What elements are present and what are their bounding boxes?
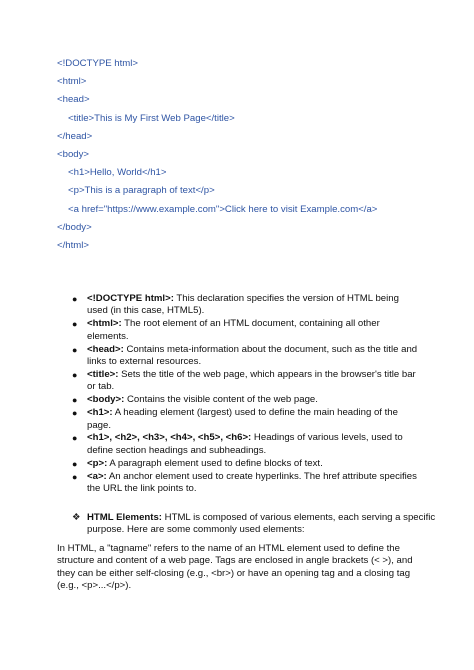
tagname-paragraph: In HTML, a "tagname" refers to the name of an HTML element used to define the structure and content of a web page. Tags are enclosed in angle brackets (< >), and they can be either self-closing (e.g., <br>) or have an opening tag and a closing tag (e.g., <p>...</p>). [57, 543, 413, 592]
list-item-term: <p>: [87, 457, 108, 469]
list-item [72, 318, 422, 343]
code-line-anchor: <a href="https://www.example.com">Click here to visit Example.com</a> [68, 203, 378, 215]
list-item [72, 394, 422, 406]
list-item-desc: Contains meta-information about the document, such as the title and links to external resources. [87, 343, 418, 368]
bullet-icon: ● [72, 471, 78, 482]
html-code-example [57, 55, 457, 255]
bullet-icon: ● [72, 433, 78, 444]
list-item-desc: Sets the title of the web page, which appears in the browser's title bar or tab. [87, 368, 416, 393]
list-item-desc: An anchor element used to create hyperlinks. The href attribute specifies the URL the link points to. [87, 470, 417, 495]
section-desc: HTML is composed of various elements, each serving a specific purpose. Here are some commonly used elements: [87, 512, 436, 536]
code-line-body-open: <body> [57, 149, 90, 161]
code-line-html-open: <html> [57, 76, 87, 88]
code-line-body-close: </body> [57, 221, 92, 233]
list-item-term: <head>: [87, 343, 124, 355]
code-line-head-open: <head> [57, 94, 90, 106]
list-item-desc: A paragraph element used to define blocks of text. [107, 457, 323, 469]
list-item-desc: A heading element (largest) used to define the main heading of the page. [87, 407, 398, 431]
list-item-term: <!DOCTYPE html>: [87, 293, 174, 304]
list-item-term: <body>: [87, 394, 125, 406]
code-line-head-close: </head> [57, 130, 93, 142]
list-item-desc: Headings of various levels, used to define section headings and subheadings. [87, 432, 403, 456]
list-item [72, 407, 422, 432]
list-item-term: <a>: [87, 470, 107, 482]
list-item [72, 458, 422, 470]
element-explanation-list [72, 293, 422, 496]
bullet-icon: ● [72, 369, 78, 380]
code-line-h1: <h1>Hello, World</h1> [68, 167, 167, 179]
bullet-icon: ● [72, 344, 78, 355]
list-item [72, 369, 422, 394]
diamond-bullet-icon: ❖ [72, 512, 81, 523]
html-elements-section [72, 512, 437, 537]
list-item [72, 344, 422, 369]
section-term: HTML Elements: [87, 512, 162, 523]
code-line-doctype: <!DOCTYPE html> [57, 58, 139, 69]
list-item-desc: This declaration specifies the version of HTML being used (in this case, HTML5). [87, 293, 399, 317]
list-item-desc: The root element of an HTML document, containing all other elements. [87, 318, 380, 342]
list-item-term: <h1>: [87, 407, 113, 419]
code-line-title: <title>This is My First Web Page</title> [68, 112, 235, 124]
bullet-icon: ● [72, 395, 78, 406]
list-item-term: <html>: [87, 318, 122, 330]
bullet-icon: ● [72, 408, 78, 419]
bullet-icon: ● [72, 319, 78, 330]
list-item-desc: Contains the visible content of the web page. [124, 394, 318, 406]
bullet-icon: ● [72, 294, 78, 304]
list-item-term: <title>: [87, 368, 119, 380]
bullet-icon: ● [72, 458, 78, 469]
list-item [72, 293, 422, 318]
list-item [72, 432, 422, 457]
code-line-p: <p>This is a paragraph of text</p> [68, 185, 215, 197]
list-item-term: <h1>, <h2>, <h3>, <h4>, <h5>, <h6>: [87, 432, 252, 444]
code-line-html-close: </html> [57, 240, 89, 252]
list-item [72, 471, 422, 496]
